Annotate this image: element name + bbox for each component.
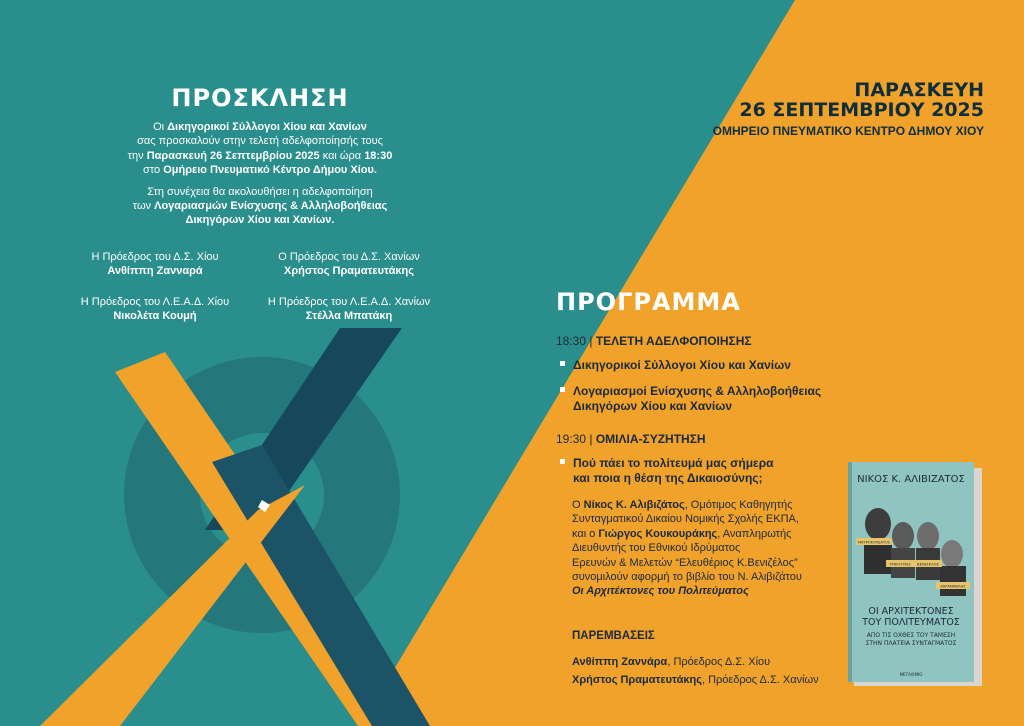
portrait-label: ΒΕΝΙΖΕΛΟΣ [917, 561, 939, 567]
book-title-line: ΟΙ ΑΡΧΙΤΕΚΤΟΝΕΣ [868, 606, 954, 617]
portrait-label: ΤΡΙΚΟΥΠΗΣ [889, 561, 911, 567]
text: την [127, 149, 147, 162]
signatory-name: Ανθίππη Ζανναρά [107, 265, 203, 277]
talk-description [572, 498, 852, 599]
bullet-icon [560, 459, 565, 464]
invitation-text [70, 120, 450, 235]
session-1-header [556, 334, 752, 348]
text: , Ομότιμος Καθηγητής [684, 499, 793, 511]
signatory [60, 295, 250, 323]
funds-name-cont: Δικηγόρων Χίου και Χανίων. [185, 214, 335, 227]
signatory-role: Ο Πρόεδρος του Δ.Σ. Χανίων [278, 251, 420, 263]
intervention-role: , Πρόεδρος Δ.Σ. Χίου [667, 656, 771, 668]
text: Διευθυντής του Εθνικού Ιδρύματος [572, 542, 741, 555]
session-time: 18:30 | [556, 334, 596, 348]
book-title-line: ΤΟΥ ΠΟΛΙΤΕΥΜΑΤΟΣ [862, 617, 960, 628]
text: Συνταγματικού Δικαίου Νομικής Σχολής ΕΚΠΑ, [572, 513, 799, 526]
bullet-icon [560, 361, 565, 366]
book-title: Οι Αρχιτέκτονες του Πολιτεύματος [572, 585, 749, 598]
portrait-icon [892, 522, 914, 550]
book-author: ΝΙΚΟΣ Κ. ΑΛΙΒΙΖΑΤΟΣ [857, 474, 965, 485]
session-heading: ΟΜΙΛΙΑ-ΣΥΖΗΤΗΣΗ [595, 432, 706, 446]
event-date: Παρασκευή 26 Σεπτεμβρίου 2025 [146, 149, 320, 162]
text: , Αναπληρωτής [717, 527, 792, 540]
interventions-title: ΠΑΡΕΜΒΑΣΕΙΣ [572, 630, 655, 642]
book-subtitle-line: ΣΤΗΝ ΠΛΑΤΕΙΑ ΣΥΝΤΑΓΜΑΤΟΣ [865, 640, 957, 647]
bar-associations: Δικηγορικοί Σύλλογοι Χίου και Χανίων [167, 121, 367, 133]
event-venue-heading: ΟΜΗΡΕΙΟ ΠΝΕΥΜΑΤΙΚΟ ΚΕΝΤΡΟ ΔΗΜΟΥ ΧΙΟΥ [712, 124, 984, 138]
speaker-name: Γιώργος Κουκουράκης [598, 527, 718, 540]
text: Ερευνών & Μελετών “Ελευθέριος Κ.Βενιζέλος” [572, 556, 798, 569]
text: Οι [153, 121, 168, 133]
signatory-name: Στέλλα Μπατάκη [305, 310, 393, 322]
intervention-item [572, 674, 819, 686]
signatory-role: Η Πρόεδρος του Λ.Ε.Α.Δ. Χίου [80, 296, 230, 308]
signatory-role: Η Πρόεδρος του Δ.Σ. Χίου [91, 251, 219, 263]
signatory [254, 250, 444, 278]
funds-name: Λογαριασμών Ενίσχυσης & Αλληλοβοήθειας [154, 200, 388, 213]
text: σας προσκαλούν στην τελετή αδελφοποίησής τους [137, 135, 383, 148]
program-item-text: Δικηγόρων Χίου και Χανίων [573, 399, 733, 413]
program-item-text: Δικηγορικοί Σύλλογοι Χίου και Χανίων [573, 358, 791, 372]
text: των [132, 200, 155, 213]
session-2-header [556, 432, 706, 446]
program-item-text: Λογαριασμοί Ενίσχυσης & Αλληλοβοήθειας [573, 384, 822, 398]
text: συνομιλούν αφορμή το βιβλίο του Ν. Αλιβιζάτου [572, 571, 802, 584]
program-item [560, 456, 774, 486]
text: Ο [572, 499, 584, 511]
signatory-role: Η Πρόεδρος του Λ.Ε.Α.Δ. Χανίων [267, 296, 431, 308]
speaker-name: Νίκος Κ. Αλιβιζάτος [583, 499, 685, 511]
portrait-icon [865, 508, 891, 540]
program-item [560, 358, 791, 373]
text: και ο [572, 527, 599, 540]
portrait-icon [917, 522, 939, 550]
event-header [644, 80, 984, 138]
book-subtitle-line: ΑΠΟ ΤΙΣ ΟΧΘΕΣ ΤΟΥ ΤΑΜΕΣΗ [866, 632, 956, 639]
program-item [560, 384, 821, 414]
signatory-name: Νικολέτα Κουμή [113, 310, 197, 322]
event-time: 18:30 [364, 149, 393, 162]
signatory [254, 295, 444, 323]
book-cover [848, 462, 982, 686]
intervention-name: Ανθίππη Ζαννάρα [572, 656, 668, 668]
text: Στη συνέχεια θα ακολουθήσει η αδελφοποίηση [147, 185, 373, 198]
text: και ώρα [319, 149, 365, 162]
program-item-text: και ποια η θέση της Δικαιοσύνης; [573, 471, 763, 485]
signatory-name: Χρήστος Πραματευτάκης [284, 265, 414, 277]
program-title: ΠΡΟΓΡΑΜΜΑ [556, 288, 741, 316]
text: στο [143, 164, 164, 177]
session-heading: ΤΕΛΕΤΗ ΑΔΕΛΦΟΠΟΙΗΣΗΣ [595, 334, 752, 348]
portrait-icon [940, 566, 966, 596]
program-item-text: Πού πάει το πολίτευμά μας σήμερα [573, 456, 774, 470]
signatory [60, 250, 250, 278]
invitation-paragraph-2 [70, 185, 450, 228]
session-time: 19:30 | [556, 432, 596, 446]
invitation-paragraph-1 [70, 120, 450, 178]
book-publisher: ΜΕΤΑΙΧΜΙΟ [899, 672, 923, 677]
intervention-item [572, 656, 770, 668]
book-spine-edge [848, 462, 852, 682]
bullet-icon [560, 387, 565, 392]
invitation-title: ΠΡΟΣΚΛΗΣΗ [171, 84, 349, 112]
event-venue: Ομήρειο Πνευματικό Κέντρο Δήμου Χίου. [163, 164, 377, 177]
portrait-label: ΚΑΡΑΜΑΝΛΗΣ [940, 584, 966, 589]
event-day: ΠΑΡΑΣΚΕΥΗ [854, 79, 984, 101]
event-date-heading: 26 ΣΕΠΤΕΜΒΡΙΟΥ 2025 [739, 99, 984, 121]
intervention-role: , Πρόεδρος Δ.Σ. Χανίων [701, 674, 819, 686]
intervention-name: Χρήστος Πραματευτάκης [572, 674, 702, 686]
portrait-icon [941, 540, 963, 568]
portrait-label: ΜΑΥΡΟΚΟΡΔΑΤΟΣ [857, 540, 891, 545]
